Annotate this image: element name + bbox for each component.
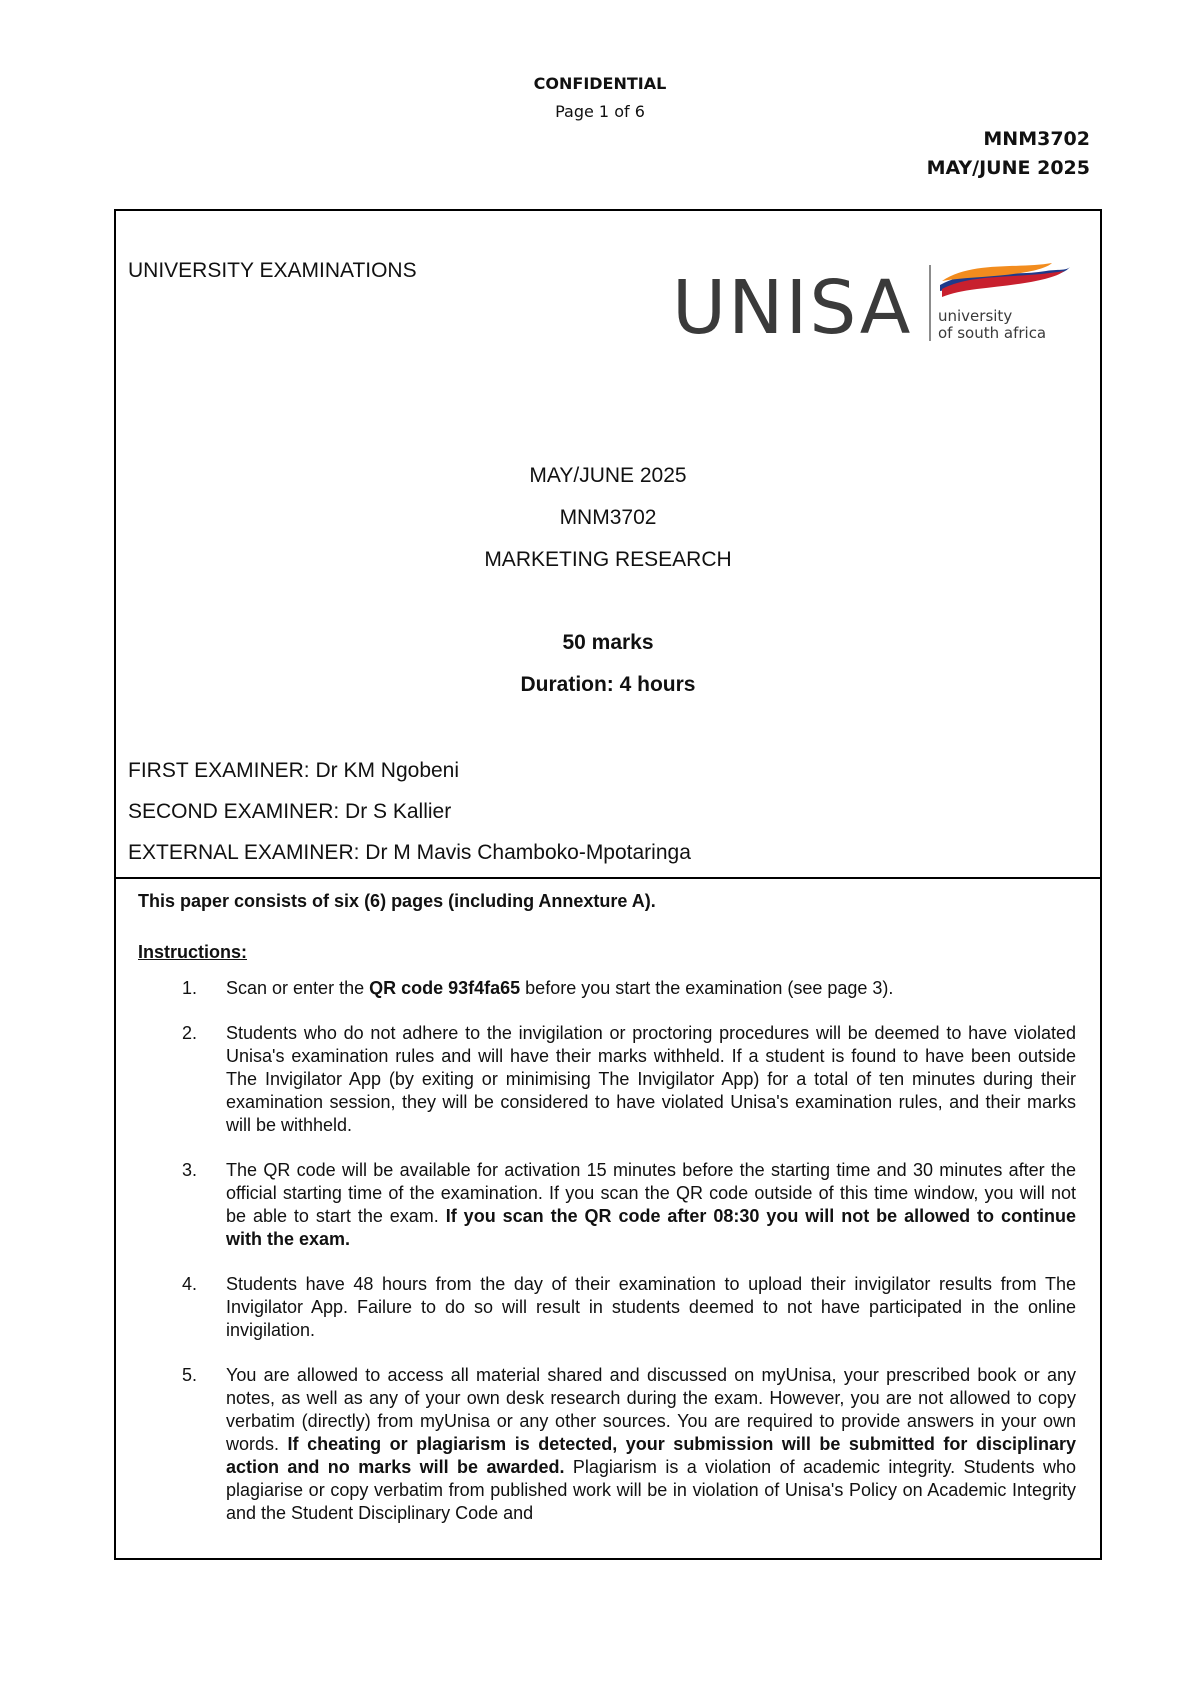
instruction-number: 3. (182, 1160, 198, 1180)
cover-module-code: MNM3702 (559, 506, 657, 529)
instruction-number: 2. (182, 1023, 198, 1043)
instruction-item (138, 1364, 1076, 1525)
instructions-list (138, 977, 1076, 1525)
instruction-text-bold: QR code 93f4fa65 (369, 978, 521, 998)
instruction-item (138, 1022, 1076, 1137)
instructions-box (114, 877, 1102, 1560)
cover-module-title: MARKETING RESEARCH (484, 548, 732, 571)
instruction-text: before you start the examination (see page 3). (520, 978, 894, 998)
logo-wordmark: UNISA (672, 265, 913, 351)
instruction-text: Plagiarism is a violation of academic integrity. Students who plagiarise or copy verbatim from published work will be in violation of Unisa's Policy on Academic Integrity and the Student Disciplinary Code and (226, 1457, 1076, 1523)
instruction-text-bold: If you scan the QR code after 08:30 you will not be allowed to continue with the exam. (226, 1206, 1076, 1249)
confidential-label: CONFIDENTIAL (533, 74, 667, 93)
logo-tagline-1: university (938, 307, 1013, 325)
instruction-item (138, 1159, 1076, 1251)
instruction-number: 4. (182, 1274, 198, 1294)
cover-duration: Duration: 4 hours (520, 673, 696, 696)
instructions-heading: Instructions: (138, 942, 248, 962)
instruction-number: 5. (182, 1365, 198, 1385)
instruction-text: Scan or enter the (226, 978, 370, 998)
page-count-note: This paper consists of six (6) pages (including Annexture A). (138, 891, 656, 911)
instruction-text-bold: If cheating or plagiarism is detected, your submission will be submitted for disciplinary action and no marks will be awarded. (226, 1434, 1076, 1477)
cover-marks: 50 marks (562, 631, 654, 654)
university-examinations-label: UNIVERSITY EXAMINATIONS (128, 259, 417, 282)
instruction-number: 1. (182, 978, 198, 998)
instruction-item (138, 1273, 1076, 1342)
second-examiner: SECOND EXAMINER: Dr S Kallier (128, 800, 452, 823)
logo-tagline-2: of south africa (938, 324, 1047, 342)
cover-box (114, 209, 1102, 877)
external-examiner: EXTERNAL EXAMINER: Dr M Mavis Chamboko-Mpotaringa (128, 841, 691, 864)
page-number: Page 1 of 6 (555, 102, 645, 121)
instruction-text: You are allowed to access all material shared and discussed on myUnisa, your prescribed book or any notes, as well as any of your own desk research during the exam. However, you are not allowed to copy verbatim (directly) from myUnisa or any other sources. You are required to provide answers in your own words. (226, 1365, 1076, 1454)
cover-session: MAY/JUNE 2025 (529, 464, 687, 487)
instruction-text: Students who do not adhere to the invigilation or proctoring procedures will be deemed to have violated Unisa's examination rules and will have their marks withheld. If a student is found to have been outside The Invigilator App (by exiting or minimising The Invigilator App) for a total of ten minutes during their examination session, they will be considered to have violated Unisa's examination rules, and their marks will be withheld. (226, 1023, 1076, 1135)
instruction-item (138, 977, 1076, 1000)
instruction-text: The QR code will be available for activation 15 minutes before the starting time and 30 minutes after the official starting time of the examination. If you scan the QR code outside of this time window, you will not be able to start the exam. (226, 1160, 1076, 1226)
unisa-logo (672, 259, 1092, 351)
first-examiner: FIRST EXAMINER: Dr KM Ngobeni (128, 759, 460, 782)
instruction-text: Students have 48 hours from the day of their examination to upload their invigilator results from The Invigilator App. Failure to do so will result in students deemed to not have participated in the online invigilation. (226, 1274, 1076, 1340)
header-course-code: MNM3702 (983, 128, 1090, 150)
header-session: MAY/JUNE 2025 (926, 157, 1090, 179)
